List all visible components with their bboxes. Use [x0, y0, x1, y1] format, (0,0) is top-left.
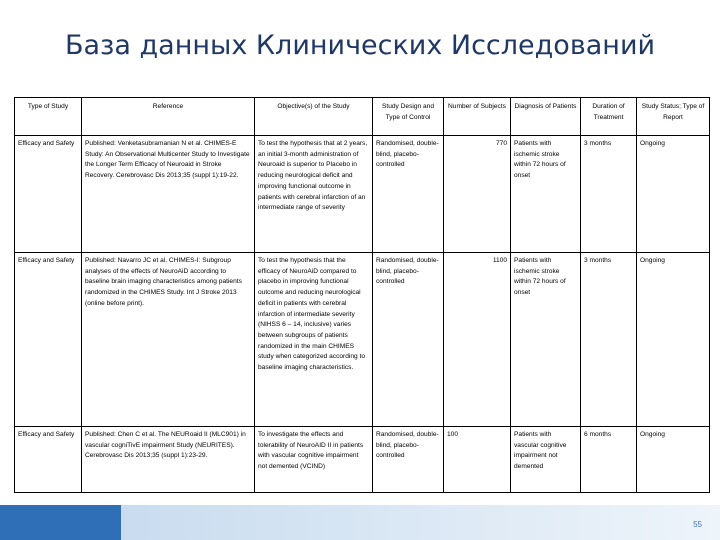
cell-status: Ongoing	[637, 253, 710, 427]
cell-status: Ongoing	[637, 136, 710, 253]
table-row	[15, 136, 710, 253]
cell-type: Efficacy and Safety	[15, 253, 82, 427]
page-number: 55	[693, 520, 702, 529]
slide-title: База данных Клинических Исследований	[64, 30, 656, 61]
cell-objective: To test the hypothesis that the efficacy of NeuroAiD compared to placebo in improving functional outcome and reducing neurological deficit in patients with cerebral infarction of intermediate severity (NIHSS 6 – 14, inclusive) varies between subgroups of patients randomized in the main CHIMES study when categorized according to baseline imaging characteristics.	[255, 253, 373, 427]
cell-objective: To test the hypothesis that at 2 years, an initial 3-month administration of Neuroaid is superior to Placebo in reducing neurological deficit and improving functional outcome in patients with cerebral infarction of an intermediate range of severity	[255, 136, 373, 253]
cell-duration: 6 months	[581, 427, 637, 493]
table-row	[15, 427, 710, 493]
cell-type: Efficacy and Safety	[15, 427, 82, 493]
cell-diagnosis: Patients with ischemic stroke within 72 hours of onset	[511, 253, 581, 427]
footer-accent-block	[0, 505, 121, 540]
clinical-studies-table	[14, 97, 710, 493]
cell-subjects: 100	[444, 427, 511, 493]
cell-diagnosis: Patients with ischemic stroke within 72 hours of onset	[511, 136, 581, 253]
header-number-of-subjects: Number of Subjects	[444, 98, 511, 136]
header-duration: Duration of Treatment	[581, 98, 637, 136]
cell-reference: Published: Venketasubramanian N et al. CHIMES-E Study: An Observational Multicenter Study to Investigate the Longer Term Efficacy of Neuroaid in Stroke Recovery. Cerebrovasc Dis 2013;35 (suppl 1):19-22.	[82, 136, 255, 253]
header-study-status: Study Status; Type of Report	[637, 98, 710, 136]
header-objectives: Objective(s) of the Study	[255, 98, 373, 136]
cell-duration: 3 months	[581, 253, 637, 427]
table-header-row	[15, 98, 710, 136]
cell-reference: Published: Navarro JC et al. CHIMES-I: Subgroup analyses of the effects of NeuroAiD according to baseline brain imaging characteristics among patients randomized in the CHIMES Study. Int J Stroke 2013 (online before print).	[82, 253, 255, 427]
footer-gradient-band	[121, 505, 720, 540]
header-reference: Reference	[82, 98, 255, 136]
cell-design: Randomised, double-blind, placebo-controlled	[373, 253, 444, 427]
cell-subjects: 1100	[444, 253, 511, 427]
cell-design: Randomised, double-blind, placebo-controlled	[373, 136, 444, 253]
cell-diagnosis: Patients with vascular cognitive impairment not demented	[511, 427, 581, 493]
cell-duration: 3 months	[581, 136, 637, 253]
header-type-of-study: Type of Study	[15, 98, 82, 136]
cell-type: Efficacy and Safety	[15, 136, 82, 253]
cell-design: Randomised, double-blind, placebo-controlled	[373, 427, 444, 493]
table-row	[15, 253, 710, 427]
cell-reference: Published: Chen C et al. The NEURoaid II (MLC901) in vascular cogniTivE impairment Study (NEURITES). Cerebrovasc Dis 2013;35 (suppl 1):23-29.	[82, 427, 255, 493]
header-diagnosis: Diagnosis of Patients	[511, 98, 581, 136]
header-study-design: Study Design and Type of Control	[373, 98, 444, 136]
cell-subjects: 770	[444, 136, 511, 253]
clinical-studies-table-wrapper	[14, 97, 709, 493]
cell-objective: To investigate the effects and tolerability of NeuroAID II in patients with vascular cognitive impairment not demented (VCIND)	[255, 427, 373, 493]
cell-status: Ongoing	[637, 427, 710, 493]
